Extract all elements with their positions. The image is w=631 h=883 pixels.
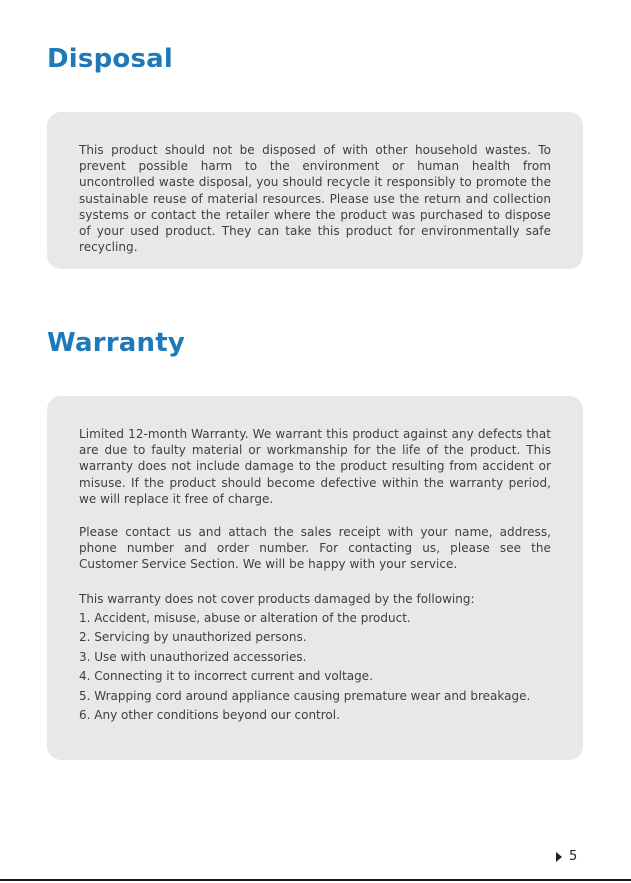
exclusions-intro: This warranty does not cover products damaged by the following: (79, 591, 475, 606)
warranty-heading: Warranty (47, 328, 185, 358)
list-item: 1. Accident, misuse, abuse or alteration of the product. (79, 611, 411, 626)
warranty-paragraph-2: Please contact us and attach the sales receipt with your name, address, phone number and order number. For contacting us, please see the Customer Service Section. We will be happy with your service. (79, 525, 551, 572)
triangle-right-icon (556, 852, 562, 862)
list-item: 4. Connecting it to incorrect current and voltage. (79, 669, 373, 684)
exclusions-list (79, 609, 551, 725)
list-item: 5. Wrapping cord around appliance causing premature wear and breakage. (79, 688, 531, 703)
list-item: 3. Use with unauthorized accessories. (79, 649, 307, 664)
warranty-panel (47, 396, 583, 760)
disposal-text: This product should not be disposed of with other household wastes. To prevent possible harm to the environment or human health from uncontrolled waste disposal, you should recycle it responsibly to promote the sustainable reuse of material resources. Please use the return and collection systems or contact the retailer where the product was purchased to dispose of your used product. They can take this product for environmentally safe recycling. (79, 143, 551, 255)
bottom-divider (0, 879, 631, 881)
warranty-paragraph-1: Limited 12-month Warranty. We warrant this product against any defects that are due to faulty material or workmanship for the life of the product. This warranty does not include damage to the product resulting from accident or misuse. If the product should become defective within the warranty period, we will replace it free of charge. (79, 427, 551, 506)
page-number-label: 5 (569, 849, 578, 864)
disposal-panel (47, 112, 583, 269)
list-item: 6. Any other conditions beyond our control. (79, 708, 340, 723)
disposal-heading: Disposal (47, 44, 173, 74)
page-number (556, 849, 577, 864)
list-item: 2. Servicing by unauthorized persons. (79, 630, 307, 645)
